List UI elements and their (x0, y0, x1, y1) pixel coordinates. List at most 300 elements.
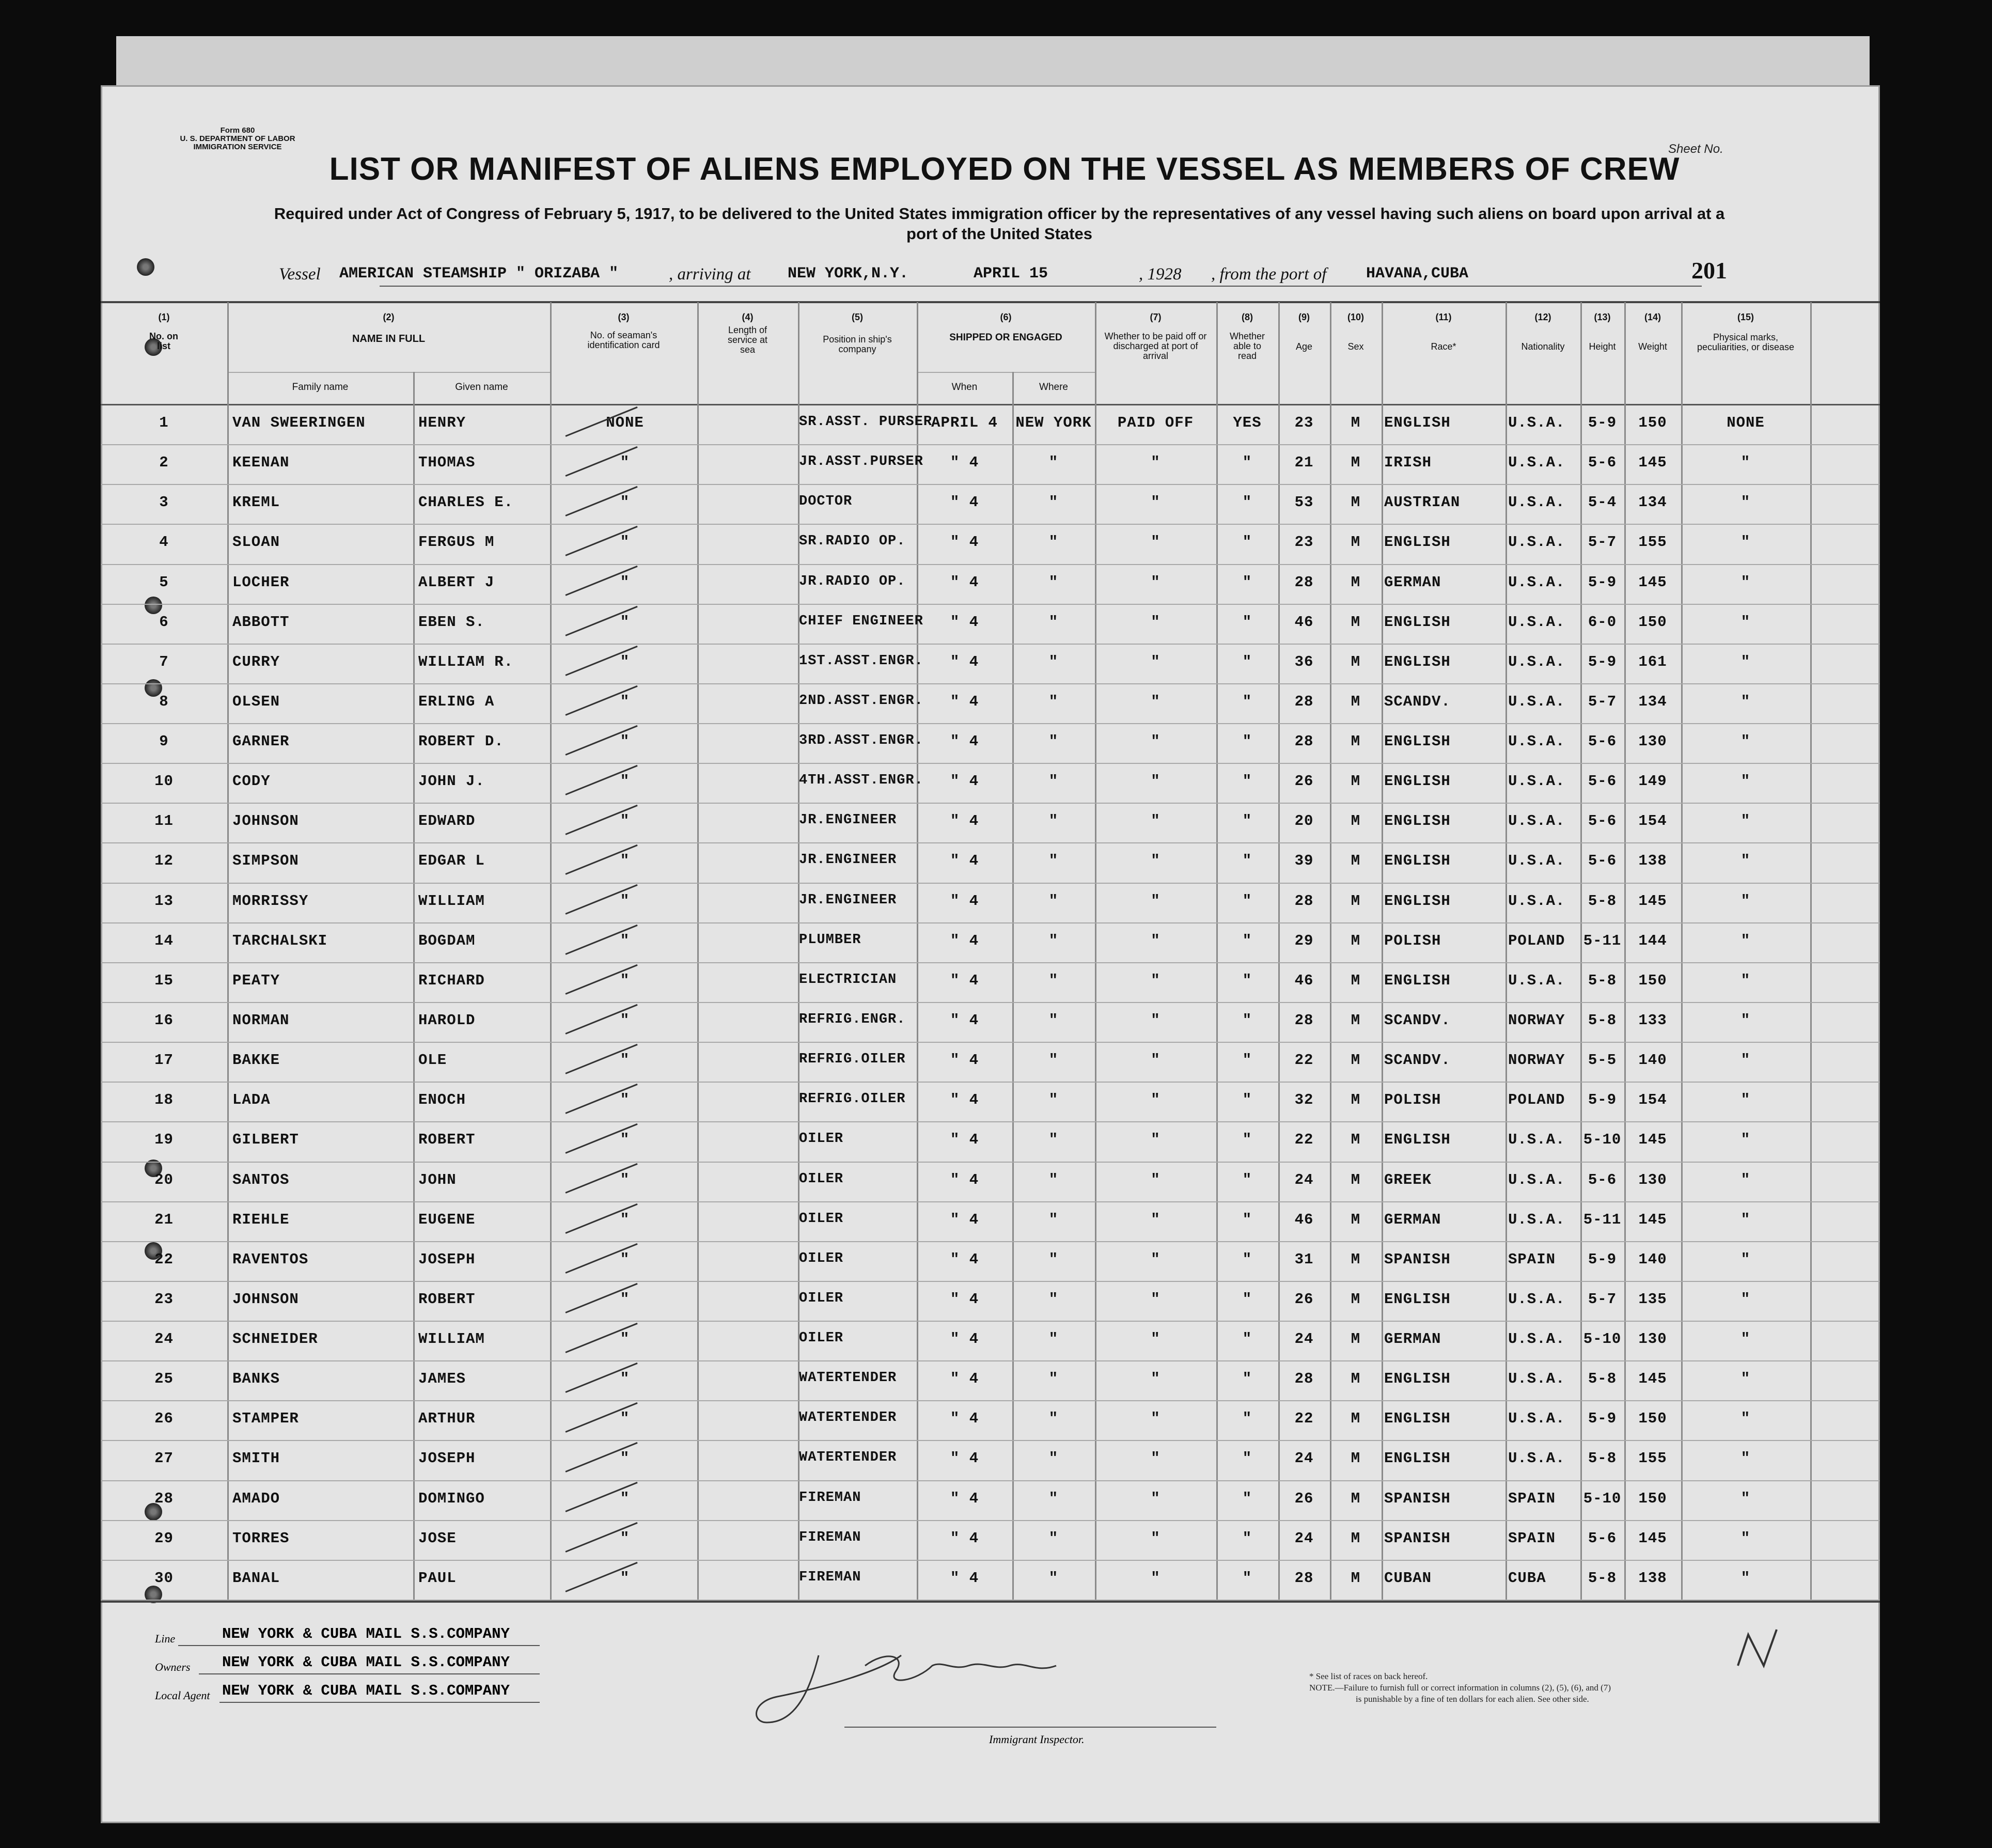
cell-physical-marks: " (1740, 1410, 1751, 1428)
cell-paid-off: " (1151, 773, 1160, 790)
cell-able-to-read: " (1242, 454, 1252, 472)
cell-paid-off: " (1151, 1330, 1160, 1348)
cell-shipped-where: " (1048, 812, 1059, 830)
cell-position: JR.ASST.PURSER (799, 454, 923, 470)
cell-id-card: " (620, 773, 630, 790)
cell-family-name: KREML (232, 494, 280, 511)
cell-row-number: 2 (159, 454, 169, 472)
cell-given-name: DOMINGO (418, 1490, 485, 1507)
penalty-note-cont: is punishable by a fine of ten dollars for each alien. See other side. (1356, 1694, 1589, 1704)
cell-row-number: 20 (154, 1171, 174, 1188)
cell-able-to-read: " (1242, 653, 1252, 670)
cell-nationality: U.S.A. (1508, 653, 1565, 670)
cell-position: WATERTENDER (799, 1450, 897, 1466)
cell-paid-off: " (1151, 932, 1160, 949)
cell-shipped-when: " 4 (950, 1410, 979, 1428)
col-label: NAME IN FULL (352, 333, 426, 344)
cell-height: 5-6 (1588, 1529, 1617, 1547)
cell-nationality: U.S.A. (1508, 812, 1565, 830)
cell-able-to-read: " (1242, 812, 1252, 830)
cell-race: POLISH (1384, 1091, 1441, 1109)
cell-nationality: U.S.A. (1508, 773, 1565, 790)
cell-family-name: BAKKE (232, 1052, 280, 1069)
form-subtitle-line1: Required under Act of Congress of February 5, 1917, to be delivered to the United States immigration officer by the representatives of any vessel having such aliens on board upon arrival at a (274, 205, 1725, 223)
shipped-subheader-line (917, 372, 1095, 373)
cell-weight: 145 (1638, 573, 1667, 591)
cell-id-card: " (620, 1091, 630, 1109)
cell-row-number: 24 (154, 1330, 174, 1348)
cell-sex: M (1351, 494, 1361, 511)
cell-shipped-where: " (1048, 613, 1059, 631)
cell-nationality: U.S.A. (1508, 1330, 1565, 1348)
cell-id-card: NONE (606, 414, 644, 431)
cell-able-to-read: " (1242, 1410, 1252, 1428)
table-row (101, 1043, 1880, 1083)
cell-shipped-where: " (1048, 653, 1059, 670)
cell-shipped-where: NEW YORK (1015, 414, 1092, 431)
arrival-port: NEW YORK,N.Y. (788, 265, 909, 283)
cell-able-to-read: " (1242, 892, 1252, 910)
cell-age: 26 (1294, 1290, 1314, 1308)
cell-position: REFRIG.ENGR. (799, 1011, 906, 1027)
cell-age: 24 (1294, 1529, 1314, 1547)
cell-shipped-where: " (1048, 1490, 1059, 1507)
vessel-name: AMERICAN STEAMSHIP " ORIZABA " (339, 265, 619, 283)
cell-age: 46 (1294, 1211, 1314, 1228)
cell-position: 4TH.ASST.ENGR. (799, 773, 923, 789)
cell-given-name: ARTHUR (418, 1410, 476, 1428)
col-label: Nationality (1521, 341, 1565, 352)
cell-position: SR.RADIO OP. (799, 534, 906, 550)
col-label: Age (1295, 341, 1313, 352)
manifest-footer (101, 1614, 1880, 1810)
cell-family-name: TORRES (232, 1529, 290, 1547)
voyage-underline (380, 286, 1702, 287)
cell-id-card: " (620, 693, 630, 710)
cell-paid-off: " (1151, 852, 1160, 870)
cell-shipped-where: " (1048, 534, 1059, 551)
name-subheader-line (227, 372, 550, 373)
cell-position: OILER (799, 1290, 844, 1306)
cell-id-card: " (620, 892, 630, 910)
cell-row-number: 26 (154, 1410, 174, 1428)
cell-shipped-where: " (1048, 972, 1059, 989)
cell-paid-off: " (1151, 1250, 1160, 1268)
cell-nationality: U.S.A. (1508, 1450, 1565, 1467)
table-row (101, 405, 1880, 445)
cell-race: SPANISH (1384, 1490, 1451, 1507)
cell-physical-marks: " (1740, 1091, 1751, 1109)
cell-shipped-when: " 4 (950, 1131, 979, 1149)
cell-shipped-where: " (1048, 454, 1059, 472)
col-label: SHIPPED OR ENGAGED (949, 332, 1062, 343)
cell-id-card: " (620, 454, 630, 472)
cell-physical-marks: NONE (1727, 414, 1765, 431)
cell-able-to-read: " (1242, 534, 1252, 551)
cell-height: 5-8 (1588, 1450, 1617, 1467)
cell-age: 28 (1294, 693, 1314, 710)
cell-height: 5-6 (1588, 812, 1617, 830)
cell-family-name: BANKS (232, 1370, 280, 1388)
cell-id-card: " (620, 653, 630, 670)
cell-able-to-read: " (1242, 1131, 1252, 1149)
col-header-card (550, 312, 697, 350)
cell-nationality: U.S.A. (1508, 892, 1565, 910)
owners-underline (199, 1673, 540, 1674)
table-row (101, 923, 1880, 963)
inspector-signature-line (844, 1727, 1216, 1728)
cell-position: CHIEF ENGINEER (799, 613, 923, 629)
cell-height: 5-8 (1588, 972, 1617, 989)
cell-able-to-read: " (1242, 1011, 1252, 1029)
cell-row-number: 10 (154, 773, 174, 790)
cell-given-name: WILLIAM (418, 1330, 485, 1348)
cell-able-to-read: " (1242, 972, 1252, 989)
cell-nationality: NORWAY (1508, 1011, 1565, 1029)
table-row (101, 1163, 1880, 1202)
cell-weight: 134 (1638, 693, 1667, 710)
col-number: (7) (1150, 312, 1162, 322)
inspector-label: Immigrant Inspector. (989, 1733, 1085, 1746)
cell-family-name: RIEHLE (232, 1211, 290, 1228)
cell-shipped-when: " 4 (950, 773, 979, 790)
cell-position: PLUMBER (799, 932, 861, 948)
cell-height: 5-6 (1588, 454, 1617, 472)
cell-race: ENGLISH (1384, 1131, 1451, 1149)
cell-physical-marks: " (1740, 773, 1751, 790)
cell-age: 46 (1294, 613, 1314, 631)
cell-paid-off: " (1151, 733, 1160, 750)
col-header-service (697, 312, 798, 355)
cell-race: ENGLISH (1384, 812, 1451, 830)
cell-given-name: JOSEPH (418, 1250, 476, 1268)
manifest-sheet (101, 85, 1880, 1823)
cell-able-to-read: " (1242, 1290, 1252, 1308)
cell-sex: M (1351, 852, 1361, 870)
cell-race: ENGLISH (1384, 534, 1451, 551)
cell-shipped-where: " (1048, 1450, 1059, 1467)
cell-id-card: " (620, 812, 630, 830)
cell-height: 5-9 (1588, 1091, 1617, 1109)
cell-id-card: " (620, 932, 630, 949)
line-underline (178, 1645, 540, 1646)
col-number: (8) (1242, 312, 1253, 322)
cell-nationality: U.S.A. (1508, 613, 1565, 631)
cell-id-card: " (620, 1330, 630, 1348)
cell-able-to-read: " (1242, 773, 1252, 790)
cell-weight: 145 (1638, 1370, 1667, 1388)
cell-shipped-when: " 4 (950, 1011, 979, 1029)
cell-family-name: ABBOTT (232, 613, 290, 631)
cell-age: 36 (1294, 653, 1314, 670)
cell-race: ENGLISH (1384, 613, 1451, 631)
col-number: (6) (1000, 312, 1012, 322)
cell-paid-off: " (1151, 1290, 1160, 1308)
cell-row-number: 7 (159, 653, 169, 670)
cell-paid-off: PAID OFF (1117, 414, 1194, 431)
cell-position: ELECTRICIAN (799, 972, 897, 988)
cell-physical-marks: " (1740, 693, 1751, 710)
cell-physical-marks: " (1740, 613, 1751, 631)
cell-height: 5-8 (1588, 892, 1617, 910)
cell-shipped-when: " 4 (950, 1370, 979, 1388)
cell-sex: M (1351, 1529, 1361, 1547)
col-number: (3) (618, 312, 630, 322)
cell-physical-marks: " (1740, 852, 1751, 870)
cell-row-number: 19 (154, 1131, 174, 1149)
col-header-weight (1624, 312, 1681, 352)
cell-able-to-read: " (1242, 1330, 1252, 1348)
cell-shipped-when: APRIL 4 (931, 414, 998, 431)
col-number: (1) (158, 312, 170, 322)
cell-sex: M (1351, 1569, 1361, 1587)
col-header-height (1580, 312, 1624, 352)
col-header-paid (1095, 312, 1216, 361)
col-header-family: Family name (292, 382, 349, 393)
cell-shipped-where: " (1048, 1211, 1059, 1228)
cell-sex: M (1351, 1450, 1361, 1467)
cell-sex: M (1351, 414, 1361, 431)
cell-family-name: RAVENTOS (232, 1250, 309, 1268)
cell-sex: M (1351, 812, 1361, 830)
cell-shipped-when: " 4 (950, 1490, 979, 1507)
cell-physical-marks: " (1740, 1490, 1751, 1507)
cell-position: 1ST.ASST.ENGR. (799, 653, 923, 669)
cell-weight: 140 (1638, 1250, 1667, 1268)
owners-value: NEW YORK & CUBA MAIL S.S.COMPANY (222, 1654, 510, 1671)
cell-weight: 130 (1638, 1171, 1667, 1188)
cell-given-name: CHARLES E. (418, 494, 514, 511)
arriving-label: , arriving at (669, 265, 751, 284)
voyage-line (101, 257, 1880, 292)
cell-paid-off: " (1151, 653, 1160, 670)
cell-family-name: AMADO (232, 1490, 280, 1507)
cell-physical-marks: " (1740, 653, 1751, 670)
cell-nationality: U.S.A. (1508, 1131, 1565, 1149)
cell-row-number: 12 (154, 852, 174, 870)
col-header-name (227, 312, 550, 344)
cell-family-name: VAN SWEERINGEN (232, 414, 366, 431)
cell-age: 28 (1294, 1370, 1314, 1388)
cell-weight: 161 (1638, 653, 1667, 670)
cell-race: GREEK (1384, 1171, 1432, 1188)
cell-id-card: " (620, 1569, 630, 1587)
cell-shipped-when: " 4 (950, 1290, 979, 1308)
cell-shipped-where: " (1048, 494, 1059, 511)
cell-family-name: BANAL (232, 1569, 280, 1587)
cell-shipped-where: " (1048, 773, 1059, 790)
cell-family-name: JOHNSON (232, 1290, 299, 1308)
col-label: Whether to be paid off or discharged at port of arrival (1104, 331, 1207, 361)
agent-value: NEW YORK & CUBA MAIL S.S.COMPANY (222, 1682, 510, 1699)
cell-physical-marks: " (1740, 494, 1751, 511)
row-rule (101, 1600, 1880, 1601)
table-row (101, 645, 1880, 684)
cell-nationality: U.S.A. (1508, 573, 1565, 591)
cell-able-to-read: " (1242, 1490, 1252, 1507)
col-label: No. on list (149, 331, 178, 351)
cell-given-name: THOMAS (418, 454, 476, 472)
table-row (101, 684, 1880, 724)
cell-nationality: POLAND (1508, 932, 1565, 949)
cell-height: 5-5 (1588, 1052, 1617, 1069)
cell-nationality: U.S.A. (1508, 693, 1565, 710)
cell-race: GERMAN (1384, 1330, 1441, 1348)
cell-row-number: 8 (159, 693, 169, 710)
cell-family-name: NORMAN (232, 1011, 290, 1029)
cell-height: 5-6 (1588, 773, 1617, 790)
cell-given-name: JOSEPH (418, 1450, 476, 1467)
cell-family-name: SLOAN (232, 534, 280, 551)
cell-given-name: HENRY (418, 414, 466, 431)
cell-shipped-when: " 4 (950, 1171, 979, 1188)
cell-shipped-where: " (1048, 1011, 1059, 1029)
cell-height: 5-9 (1588, 653, 1617, 670)
cell-given-name: EBEN S. (418, 613, 485, 631)
form-title: LIST OR MANIFEST OF ALIENS EMPLOYED ON THE VESSEL AS MEMBERS OF CREW (329, 151, 1680, 187)
cell-age: 28 (1294, 1569, 1314, 1587)
cell-weight: 155 (1638, 1450, 1667, 1467)
cell-weight: 145 (1638, 1131, 1667, 1149)
cell-weight: 134 (1638, 494, 1667, 511)
cell-sex: M (1351, 972, 1361, 989)
cell-weight: 145 (1638, 1529, 1667, 1547)
cell-row-number: 3 (159, 494, 169, 511)
cell-weight: 150 (1638, 1410, 1667, 1428)
cell-weight: 145 (1638, 892, 1667, 910)
cell-paid-off: " (1151, 1091, 1160, 1109)
cell-age: 24 (1294, 1171, 1314, 1188)
cell-shipped-when: " 4 (950, 1052, 979, 1069)
col-number: (2) (383, 312, 395, 322)
cell-physical-marks: " (1740, 1370, 1751, 1388)
cell-weight: 149 (1638, 773, 1667, 790)
form-subtitle (173, 206, 1826, 242)
cell-age: 32 (1294, 1091, 1314, 1109)
cell-sex: M (1351, 1290, 1361, 1308)
cell-physical-marks: " (1740, 1171, 1751, 1188)
cell-age: 23 (1294, 534, 1314, 551)
from-port: HAVANA,CUBA (1366, 265, 1469, 283)
cell-family-name: JOHNSON (232, 812, 299, 830)
cell-shipped-where: " (1048, 693, 1059, 710)
cell-race: SCANDV. (1384, 693, 1451, 710)
cell-shipped-where: " (1048, 892, 1059, 910)
cell-nationality: SPAIN (1508, 1250, 1556, 1268)
cell-able-to-read: " (1242, 1569, 1252, 1587)
cell-paid-off: " (1151, 613, 1160, 631)
table-row (101, 884, 1880, 923)
form-subtitle-line2: port of the United States (906, 224, 1092, 243)
table-row (101, 1521, 1880, 1561)
penalty-note: NOTE.—Failure to furnish full or correct information in columns (2), (5), (6), and (7) (1309, 1683, 1611, 1693)
cell-sex: M (1351, 693, 1361, 710)
cell-weight: 135 (1638, 1290, 1667, 1308)
col-label: Weight (1638, 341, 1667, 352)
table-row (101, 1401, 1880, 1441)
cell-race: AUSTRIAN (1384, 494, 1461, 511)
cell-given-name: BOGDAM (418, 932, 476, 949)
col-label: Race* (1431, 341, 1456, 352)
cell-physical-marks: " (1740, 1131, 1751, 1149)
cell-shipped-where: " (1048, 1370, 1059, 1388)
cell-able-to-read: " (1242, 1250, 1252, 1268)
cell-age: 28 (1294, 573, 1314, 591)
cell-id-card: " (620, 573, 630, 591)
cell-given-name: EUGENE (418, 1211, 476, 1228)
cell-height: 5-8 (1588, 1011, 1617, 1029)
cell-family-name: SANTOS (232, 1171, 290, 1188)
cell-nationality: POLAND (1508, 1091, 1565, 1109)
cell-shipped-when: " 4 (950, 573, 979, 591)
cell-id-card: " (620, 1410, 630, 1428)
col-header-when: When (951, 382, 978, 393)
cell-nationality: U.S.A. (1508, 1171, 1565, 1188)
table-row (101, 1361, 1880, 1401)
cell-given-name: HAROLD (418, 1011, 476, 1029)
cell-paid-off: " (1151, 454, 1160, 472)
cell-height: 5-4 (1588, 494, 1617, 511)
cell-race: ENGLISH (1384, 852, 1451, 870)
cell-sex: M (1351, 892, 1361, 910)
cell-family-name: CODY (232, 773, 271, 790)
cell-weight: 133 (1638, 1011, 1667, 1029)
cell-family-name: GARNER (232, 733, 290, 750)
cell-weight: 155 (1638, 534, 1667, 551)
cell-family-name: GILBERT (232, 1131, 299, 1149)
line-label: Line (155, 1632, 176, 1645)
cell-given-name: WILLIAM R. (418, 653, 514, 670)
cell-row-number: 17 (154, 1052, 174, 1069)
cell-shipped-when: " 4 (950, 932, 979, 949)
table-row (101, 1282, 1880, 1322)
cell-position: JR.ENGINEER (799, 852, 897, 868)
cell-paid-off: " (1151, 1490, 1160, 1507)
cell-weight: 154 (1638, 812, 1667, 830)
cell-id-card: " (620, 1052, 630, 1069)
cell-id-card: " (620, 1450, 630, 1467)
agent-label: Local Agent (155, 1689, 210, 1702)
cell-paid-off: " (1151, 1529, 1160, 1547)
cell-id-card: " (620, 1171, 630, 1188)
cell-shipped-where: " (1048, 1569, 1059, 1587)
cell-family-name: SMITH (232, 1450, 280, 1467)
cell-race: ENGLISH (1384, 1290, 1451, 1308)
cell-shipped-when: " 4 (950, 1450, 979, 1467)
col-label: Whether able to read (1229, 331, 1265, 361)
cell-id-card: " (620, 1490, 630, 1507)
cell-nationality: SPAIN (1508, 1490, 1556, 1507)
cell-able-to-read: " (1242, 932, 1252, 949)
cell-age: 28 (1294, 733, 1314, 750)
cell-able-to-read: " (1242, 1052, 1252, 1069)
cell-physical-marks: " (1740, 1529, 1751, 1547)
cell-sex: M (1351, 733, 1361, 750)
cell-row-number: 27 (154, 1450, 174, 1467)
col-label: Position in ship's company (823, 334, 892, 354)
cell-family-name: OLSEN (232, 693, 280, 710)
cell-nationality: U.S.A. (1508, 1211, 1565, 1228)
table-row (101, 724, 1880, 764)
cell-physical-marks: " (1740, 1450, 1751, 1467)
cell-height: 5-10 (1583, 1490, 1622, 1507)
cell-height: 5-9 (1588, 1410, 1617, 1428)
cell-id-card: " (620, 972, 630, 989)
cell-shipped-where: " (1048, 733, 1059, 750)
cell-position: OILER (799, 1330, 844, 1346)
cell-height: 5-6 (1588, 1171, 1617, 1188)
cell-age: 23 (1294, 414, 1314, 431)
